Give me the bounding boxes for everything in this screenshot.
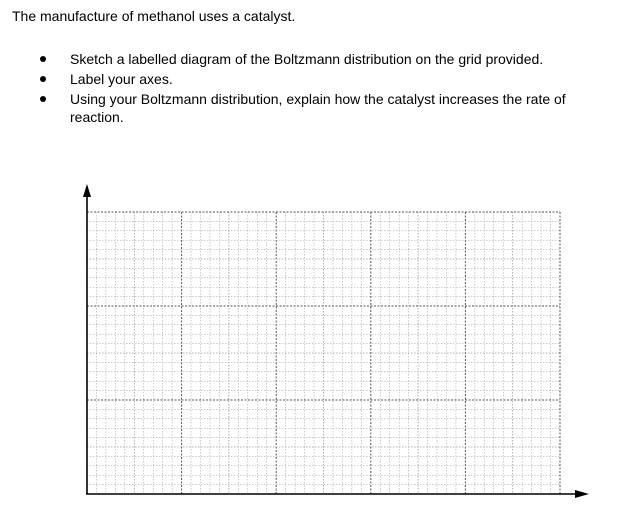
x-axis-arrow-icon [575, 490, 589, 498]
grid-lines [87, 212, 560, 494]
instruction-item [0, 50, 628, 68]
bullet-icon [40, 76, 46, 82]
instruction-text: Sketch a labelled diagram of the Boltzmann distribution on the grid provided. [70, 51, 544, 67]
bullet-icon [40, 96, 46, 102]
instruction-list [0, 50, 628, 128]
bullet-icon [40, 56, 46, 62]
question-intro: The manufacture of methanol uses a catalyst. [12, 8, 296, 24]
axes [83, 184, 589, 498]
instruction-text: Using your Boltzmann distribution, explain how the catalyst increases the rate of reaction. [70, 91, 566, 125]
y-axis-arrow-icon [83, 184, 91, 197]
instruction-item [0, 70, 628, 88]
instruction-text: Label your axes. [70, 71, 173, 87]
instruction-item [0, 90, 628, 126]
